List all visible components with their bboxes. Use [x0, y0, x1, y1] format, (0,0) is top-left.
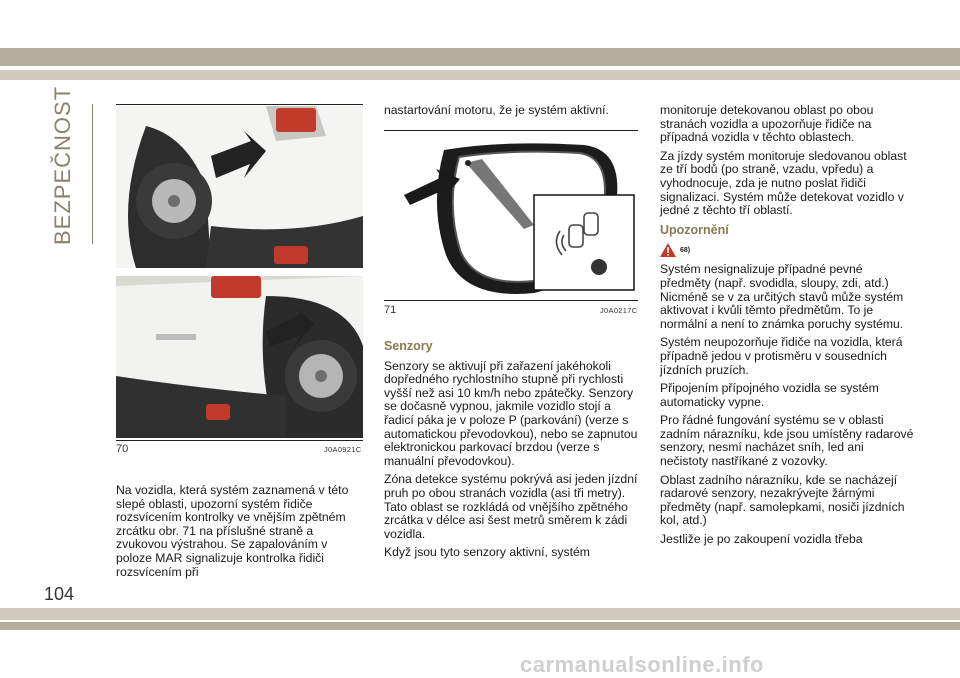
bottom-band-light [0, 608, 960, 620]
section-heading-senzory: Senzory [384, 339, 433, 353]
column-2-body [384, 334, 638, 565]
car-side-photo [116, 276, 363, 438]
figure-70-photo-bottom [116, 276, 363, 438]
figure-71-mirror-illustration [384, 135, 638, 300]
top-band [0, 48, 960, 66]
figure-71-code: J0A0217C [600, 306, 638, 315]
paragraph: Systém nesignalizuje případné pevné předměty (např. svodidla, sloupy, zdi, atd.) Nicméně se v za určitých stavů může systém aktivovat i kvůli těmto předmětům. To je normální a není to známka poruchy systému. [660, 262, 904, 331]
top-band-light [0, 70, 960, 80]
paragraph: Když jsou tyto senzory aktivní, systém [384, 545, 590, 560]
paragraph: Připojením přípojného vozidla se systém automaticky vypne. [660, 381, 879, 409]
figure-70-code: J0A0921C [324, 445, 362, 454]
paragraph: Zóna detekce systému pokrývá asi jeden jízdní pruh po obou stranách vozidla (asi tři metry). Tato oblast se rozkládá od vnějšího zpětného zrcátka v délce asi šest metrů směrem k zádi vozidla. [384, 472, 638, 541]
figure-70-number: 70 [116, 443, 129, 455]
figure-71-top-rule [384, 130, 638, 131]
watermark: carmanualsonline.info [520, 652, 764, 677]
car-rear-photo [116, 106, 363, 268]
figure-71-number: 71 [384, 304, 397, 316]
section-title-vertical: BEZPEČNOST [50, 85, 75, 245]
paragraph: Senzory se aktivují při zařazení jakéhokoli dopředného rychlostního stupně při rychlosti vyšší než asi 10 km/h nebo zpátečky. Senzory se dočasně vypnou, jakmile vozidlo stojí a řadicí páka je v poloze P (parkování) (verze s automatickou převodovkou), nebo se zapnutou elektronickou parkovací brzdou (verze s manuální převodovkou). [384, 358, 638, 468]
paragraph: Na vozidla, která systém zaznamená v této slepé oblasti, upozorní systém řidiče rozsvícením kontrolky ve vnějším zpětném zrcátku obr. 71 na příslušné straně a zvukovou výstrahou. Se zapalováním v poloze MAR signalizuje kontrolka řidiči rozsvícením při [116, 483, 349, 579]
column-3 [660, 104, 914, 552]
warning-reference [660, 243, 914, 257]
paragraph: Za jízdy systém monitoruje sledovanou oblast ze tří bodů (po straně, vzadu, vpředu) a vyhodnocuje, zda je nutno poslat řidiči signalizaci. Systém může detekovat vozidlo v jedné z těchto tří oblastí. [660, 148, 907, 218]
figure-70-caption-rule [116, 440, 363, 441]
warning-triangle-icon [660, 243, 676, 257]
paragraph: Systém neupozorňuje řidiče na vozidla, která případně jedou v protisměru v sousedních jízdních pruzích. [660, 335, 903, 377]
figure-top-rule [116, 104, 363, 105]
column-1 [116, 484, 366, 584]
section-heading-upozorneni: Upozornění [660, 222, 729, 237]
paragraph: monitoruje detekovanou oblast po obou stranách vozidla a upozorňuje řidiče na případná vozidla v těchto oblastech. [660, 103, 874, 145]
paragraph: Oblast zadního nárazníku, kde se nacházejí radarové senzory, nezakrývejte žárnými předměty (např. samolepkami, nosiči jízdních kol, atd.) [660, 472, 905, 528]
figure-70-photo-top [116, 106, 363, 268]
mirror-illustration [384, 135, 638, 300]
paragraph: nastartování motoru, že je systém aktivní. [384, 103, 609, 117]
paragraph: Jestliže je po zakoupení vozidla třeba [660, 532, 863, 547]
indicator-zoom-box [534, 195, 634, 290]
paragraph: Pro řádné fungování systému se v oblasti zadním nárazníku, kde jsou umístěny radarové senzory, nesmí nacházet sníh, led ani nečistoty nastříkané z vozovky. [660, 413, 914, 469]
section-title-rule [92, 104, 93, 244]
indicator-lamp-icon [591, 259, 607, 275]
warning-note-number: 68) [680, 246, 691, 254]
figure-71-caption-rule [384, 300, 638, 301]
bottom-band [0, 622, 960, 630]
column-2-top [384, 104, 638, 123]
page-number: 104 [44, 584, 75, 604]
